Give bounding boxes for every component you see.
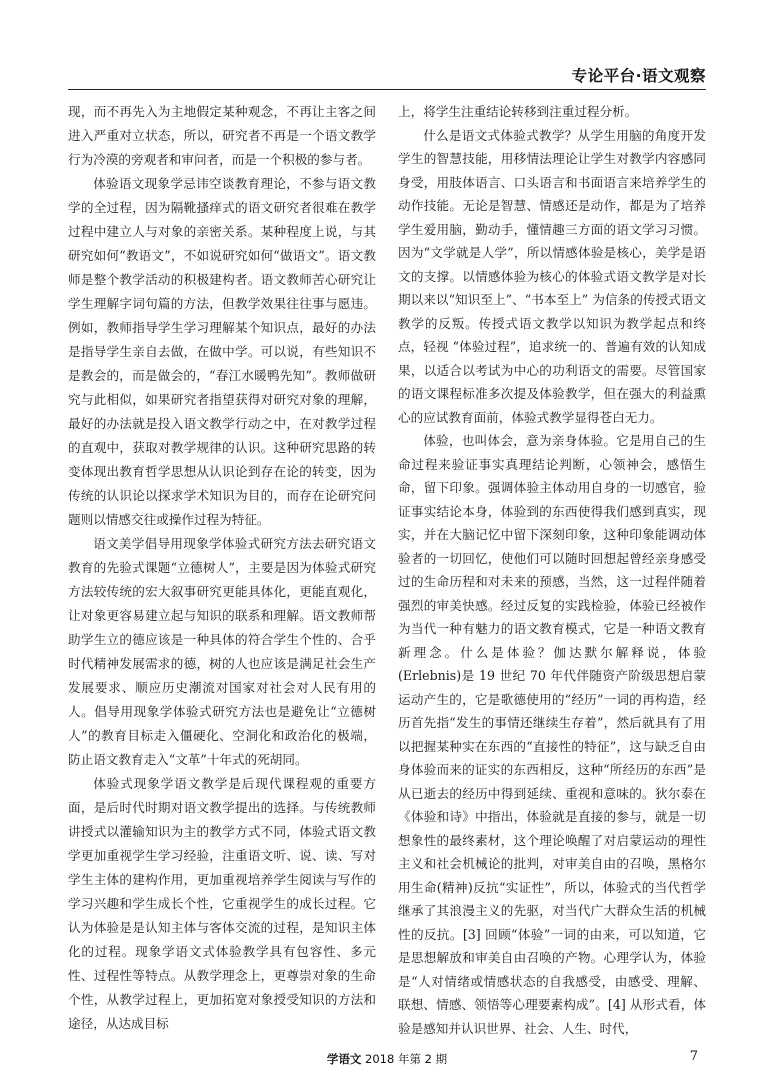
page-number: 7 [689, 1049, 698, 1064]
paragraph: 体验语文现象学忌讳空谈教育理论，不参与语文教学的全过程，因为隔靴搔痒式的语文研究者很难在教学过程中建立人与对象的亲密关系。某种程度上说，与其研究如何“教语文”，不如说研究如何“做语文”。语文教师是整个教学活动的积极建构者。语文教师苦心研究让学生理解字词句篇的方法，但教学效果往往事与愿违。例如，教师指导学生学习理解某个知识点，最好的办法是指导学生亲自去做，在做中学。可以说，有些知识不是教会的，而是做会的，“春江水暖鸭先知”。教师做研究与此相似，如果研究者指望获得对研究对象的理解，最好的办法就是投入语文教学行动之中，在对教学过程的直观中，获取对教学规律的认识。这种研究思路的转变体现出教育哲学思想从认识论到存在论的转变，因为传统的认识论以探求学术知识为目的，而存在论研究问题则以情感交往或操作过程为特征。 [68, 176, 376, 527]
paragraph: 什么是语文式体验式教学？从学生用脑的角度开发学生的智慧技能，用移情法理论让学生对教学内容感同身受，用肢体语言、口头语言和书面语言来培养学生的动作技能。无论是智慧、情感还是动作，都是为了培养学生爱用脑，勤动手，懂情趣三方面的语文学习习惯。因为“文学就是人学”，所以情感体验是核心，美学是语文的支撑。以情感体验为核心的体验式语文教学是对长期以来以“知识至上”、“书本至上” 为信条的传授式语文教学的反叛。传授式语文教学以知识为教学起点和终点，轻视 “体验过程”，追求统一的、普遍有效的认知成果，以适合以考试为中心的功利语文的需要。尽管国家的语文课程标准多次提及体验教学，但在强大的利益熏心的应试教育面前，体验式教学显得苍白无力。 [398, 127, 706, 425]
right-column [398, 100, 706, 1040]
footer-journal [0, 1051, 774, 1067]
header-divider [68, 89, 706, 90]
paragraph: 现，而不再先入为主地假定某种观念，不再让主客之间进入严重对立状态，所以，研究者不再是一个语文教学行为冷漠的旁观者和审问者，而是一个积极的参与者。 [68, 104, 376, 167]
paragraph: 语文美学倡导用现象学体验式研究方法去研究语文教育的先验式课题“立德树人”，主要是因为体验式研究方法较传统的宏大叙事研究更能具体化，更能直观化，让对象更容易建立起与知识的联系和理解。语文教师帮助学生立的德应该是一种具体的符合学生个性的、合乎时代精神发展需求的德，树的人也应该是满足社会生产发展要求、顺应历史潮流对国家对社会对人民有用的人。倡导用现象学体验式研究方法也是避免让“立德树人”的教育目标走入僵硬化、空洞化和政治化的极端，防止语文教育走入“文革”十年式的死胡同。 [68, 536, 376, 767]
paragraph: 上，将学生注重结论转移到注重过程分析。 [398, 104, 638, 119]
journal-issue: 2018 年第 2 期 [365, 1052, 448, 1066]
section-title: 专论平台·语文观察 [571, 67, 706, 85]
paragraph: 体验式现象学语文教学是后现代课程观的重要方面，是后时代时期对语文教学提出的选择。与传统教师讲授式以灌输知识为主的教学方式不同，体验式语文教学更加重视学生学习经验，注重语文听、说、读、写对学生主体的建构作用，更加重视培养学生阅读与写作的学习兴趣和学生成长个性，它重视学生的成长过程。它认为体验是是认知主体与客体交流的过程，是知识主体化的过程。现象学语文式体验教学具有包容性、多元性、过程性等特点。从教学理念上，更尊崇对象的生命个性，从教学过程上，更加拓宽对象授受知识的方法和途径，从达成目标 [68, 776, 376, 1031]
journal-name: 学语文 [326, 1052, 362, 1066]
left-column [68, 100, 376, 1036]
paragraph: 体验，也叫体会，意为亲身体验。它是用自己的生命过程来验证事实真理结论判断，心领神会，感悟生命，留下印象。强调体验主体动用自身的一切感官，验证事实结论本身，体验到的东西使得我们感到真实，现实，并在大脑记忆中留下深刻印象，这种印象能调动体验者的一切回忆，使他们可以随时回想起曾经亲身感受过的生命历程和对未来的预感，当然，这一过程伴随着强烈的审美快感。经过反复的实践检验，体验已经被作为当代一种有魅力的语文教育模式，它是一种语文教育新理念。什么是体验？伽达默尔解释说，体验(Erlebnis)是 19 世纪 70 年代伴随资产阶级思想启蒙运动产生的，它是歌德使用的“经历”一词的再构造，经历首先指“发生的事情还继续生存着”，然后就具有了用以把握某种实在东西的“直接性的特征”，这与缺乏自由身体验而来的证实的东西相反，这种“所经历的东西”是从已逝去的经历中得到延续、重视和意味的。狄尔泰在《体验和诗》中指出，体验就是直接的参与，就是一切想象性的最终素材，这个理论唤醒了对启蒙运动的理性主义和社会机械论的批判，对审美自由的召唤，黑格尔用生命(精神)反抗“实证性”，所以，体验式的当代哲学继承了其浪漫主义的先驱，对当代广大群众生活的机械性的反抗。[3] 回顾“体验”一词的由来，可以知道，它是思想解放和审美自由召唤的产物。心理学认为，体验是“人对情绪或情感状态的自我感受，由感受、理解、联想、情感、领悟等心理要素构成”。[4] 从形式看，体验是感知并认识世界、社会、人生、时代， [398, 433, 706, 1036]
